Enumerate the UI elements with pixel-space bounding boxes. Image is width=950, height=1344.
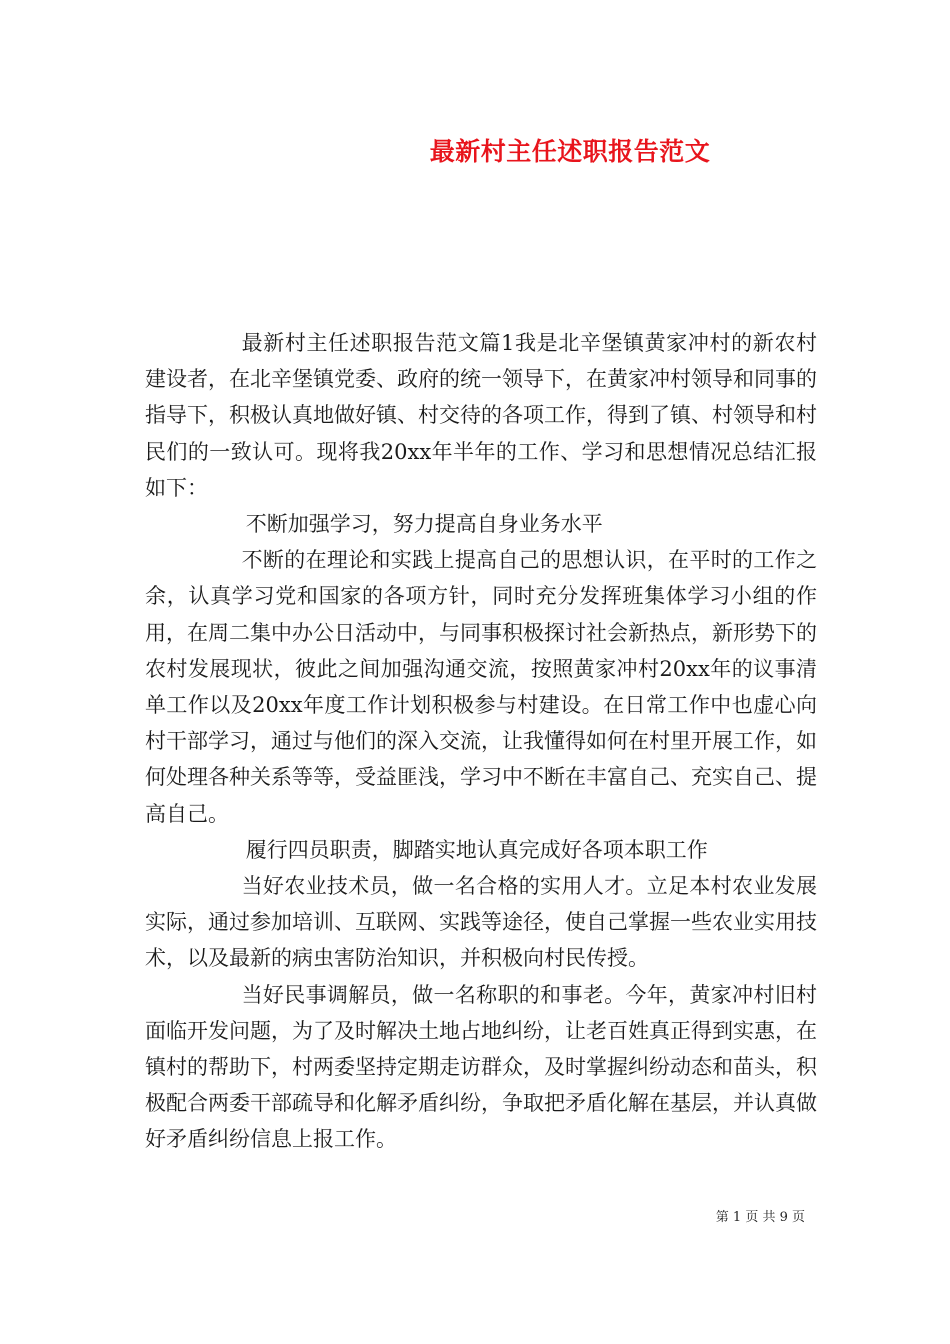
section-heading-duties: 履行四员职责，脚踏实地认真完成好各项本职工作 [245, 837, 708, 862]
paragraph-study: 不断的在理论和实践上提高自己的思想认识，在平时的工作之余，认真学习党和国家的各项方针，同时充分发挥班集体学习小组的作用，在周二集中办公日活动中，与同事积极探讨社会新热点，新形势下的农村发展现状，彼此之间加强沟通交流，按照黄家冲村20xx年的议事清单工作以及20xx年度工作计划积极参与村建设。在日常工作中也虚心向村干部学习，通过与他们的深入交流，让我懂得如何在村里开展工作，如何处理各种关系等等，受益匪浅，学习中不断在丰富自己、充实自己、提高自己。 [145, 548, 817, 826]
page-number-footer: 第 1 页 共 9 页 [715, 1210, 805, 1225]
paragraph-intro: 最新村主任述职报告范文篇1我是北辛堡镇黄家冲村的新农村建设者，在北辛堡镇党委、政府的统一领导下，在黄家冲村领导和同事的指导下，积极认真地做好镇、村交待的各项工作，得到了镇、村领导和村民们的一致认可。现将我20xx年半年的工作、学习和思想情况总结汇报如下： [145, 331, 817, 500]
document-body [145, 325, 817, 1158]
paragraph-mediation: 当好民事调解员，做一名称职的和事老。今年，黄家冲村旧村面临开发问题，为了及时解决土地占地纠纷，让老百姓真正得到实惠，在镇村的帮助下，村两委坚持定期走访群众，及时掌握纠纷动态和苗头，积极配合两委干部疏导和化解矛盾纠纷，争取把矛盾化解在基层，并认真做好矛盾纠纷信息上报工作。 [145, 982, 817, 1152]
document-title: 最新村主任述职报告范文 [429, 137, 711, 166]
paragraph-agriculture: 当好农业技术员，做一名合格的实用人才。立足本村农业发展实际，通过参加培训、互联网、实践等途径，使自己掌握一些农业实用技术，以及最新的病虫害防治知识，并积极向村民传授。 [145, 874, 817, 971]
section-heading-study: 不断加强学习，努力提高自身业务水平 [245, 512, 603, 537]
